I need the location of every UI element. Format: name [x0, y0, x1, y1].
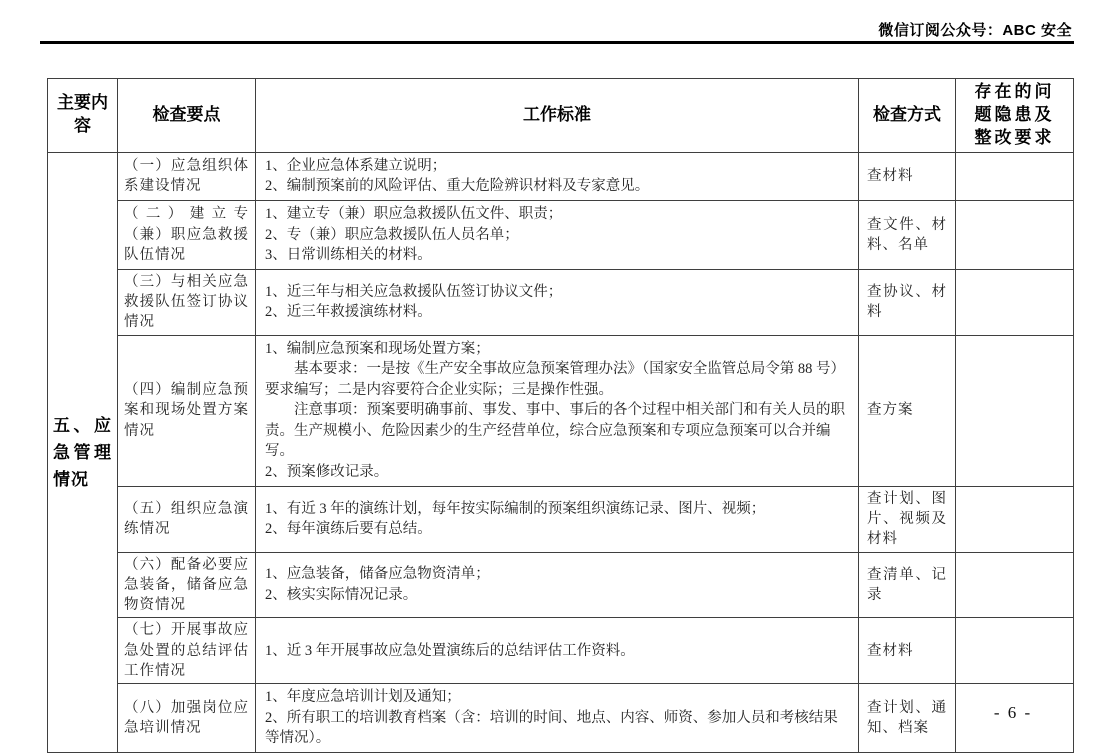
- key-point-cell: （七）开展事故应急处置的总结评估工作情况: [118, 618, 256, 684]
- header-issues: 存在的问题隐患及整改要求: [956, 79, 1074, 153]
- table-row: [48, 552, 1074, 618]
- key-point-cell: （六）配备必要应急装备，储备应急物资情况: [118, 552, 256, 618]
- issue-cell: [956, 152, 1074, 200]
- standard-line: 2、编制预案前的风险评估、重大危险辨识材料及专家意见。: [265, 178, 650, 195]
- issue-cell: [956, 618, 1074, 684]
- standard-line: 1、企业应急体系建立说明；: [265, 157, 447, 174]
- table-body: [48, 152, 1074, 752]
- standard-line: 1、编制应急预案和现场处置方案；: [265, 340, 490, 357]
- standard-line: 2、近三年救援演练材料。: [265, 304, 432, 321]
- standard-line: 基本要求：一是按《生产安全事故应急预案管理办法》（国家安全监管总局令第 88 号）要求编写；二是内容要符合企业实际；三是操作性强。: [265, 361, 845, 398]
- standard-line: 1、应急装备，储备应急物资清单；: [265, 566, 490, 583]
- table-header: [48, 79, 1074, 153]
- work-standard-cell: [256, 335, 859, 486]
- work-standard-cell: [256, 152, 859, 200]
- inspection-table: [47, 78, 1074, 753]
- issue-cell: [956, 200, 1074, 269]
- standard-line: 1、有近 3 年的演练计划，每年按实际编制的预案组织演练记录、图片、视频；: [265, 500, 766, 517]
- table-row: [48, 486, 1074, 552]
- standard-line: 1、近 3 年开展事故应急处置演练后的总结评估工作资料。: [265, 642, 635, 659]
- table-row: [48, 684, 1074, 753]
- key-point-cell: （一）应急组织体系建设情况: [118, 152, 256, 200]
- key-point-cell: （三）与相关应急救援队伍签订协议情况: [118, 269, 256, 335]
- work-standard-cell: [256, 552, 859, 618]
- issue-cell: [956, 552, 1074, 618]
- standard-line: 2、核实实际情况记录。: [265, 586, 418, 603]
- header-main-content: 主要内容: [48, 79, 118, 153]
- issue-cell: [956, 269, 1074, 335]
- work-standard-cell: [256, 486, 859, 552]
- header-check-method: 检查方式: [859, 79, 956, 153]
- standard-line: 1、年度应急培训计划及通知；: [265, 689, 461, 706]
- table-row: [48, 269, 1074, 335]
- table-row: [48, 200, 1074, 269]
- key-point-cell: （二）建立专（兼）职应急救援队伍情况: [118, 200, 256, 269]
- check-method-cell: 查方案: [859, 335, 956, 486]
- header-rule: [40, 41, 1074, 44]
- check-method-cell: 查清单、记录: [859, 552, 956, 618]
- page-number: - 6 -: [993, 703, 1033, 722]
- table-row: [48, 152, 1074, 200]
- check-method-cell: 查材料: [859, 618, 956, 684]
- work-standard-cell: [256, 684, 859, 753]
- work-standard-cell: [256, 618, 859, 684]
- header-row: [48, 79, 1074, 153]
- standard-line: 注意事项：预案要明确事前、事发、事中、事后的各个过程中相关部门和有关人员的职责。生产规模小、危险因素少的生产经营单位，综合应急预案和专项应急预案可以合并编写。: [265, 402, 845, 460]
- standard-line: 2、所有职工的培训教育档案（含：培训的时间、地点、内容、师资、参加人员和考核结果等情况）。: [265, 709, 838, 747]
- issue-cell: [956, 335, 1074, 486]
- check-method-cell: 查材料: [859, 152, 956, 200]
- standard-line: 1、建立专（兼）职应急救援队伍文件、职责；: [265, 205, 563, 222]
- standard-line: 1、近三年与相关应急救援队伍签订协议文件；: [265, 283, 563, 300]
- check-method-cell: 查文件、材料、名单: [859, 200, 956, 269]
- header-work-standard: 工作标准: [256, 79, 859, 153]
- work-standard-cell: [256, 269, 859, 335]
- key-point-cell: （八）加强岗位应急培训情况: [118, 684, 256, 753]
- table-row: [48, 335, 1074, 486]
- check-method-cell: 查计划、图片、视频及材料: [859, 486, 956, 552]
- standard-line: 2、预案修改记录。: [265, 464, 389, 481]
- issue-cell: [956, 486, 1074, 552]
- standard-line: 2、每年演练后要有总结。: [265, 521, 432, 538]
- key-point-cell: （四）编制应急预案和现场处置方案情况: [118, 335, 256, 486]
- wechat-account-header: 微信订阅公众号：ABC 安全: [878, 22, 1072, 39]
- main-content-cell: 五、应急管理情况: [48, 152, 118, 752]
- table-row: [48, 618, 1074, 684]
- check-method-cell: 查计划、通知、档案: [859, 684, 956, 753]
- standard-line: 2、专（兼）职应急救援队伍人员名单；: [265, 226, 519, 243]
- check-method-cell: 查协议、材料: [859, 269, 956, 335]
- key-point-cell: （五）组织应急演练情况: [118, 486, 256, 552]
- standard-line: 3、日常训练相关的材料。: [265, 247, 432, 264]
- work-standard-cell: [256, 200, 859, 269]
- header-key-points: 检查要点: [118, 79, 256, 153]
